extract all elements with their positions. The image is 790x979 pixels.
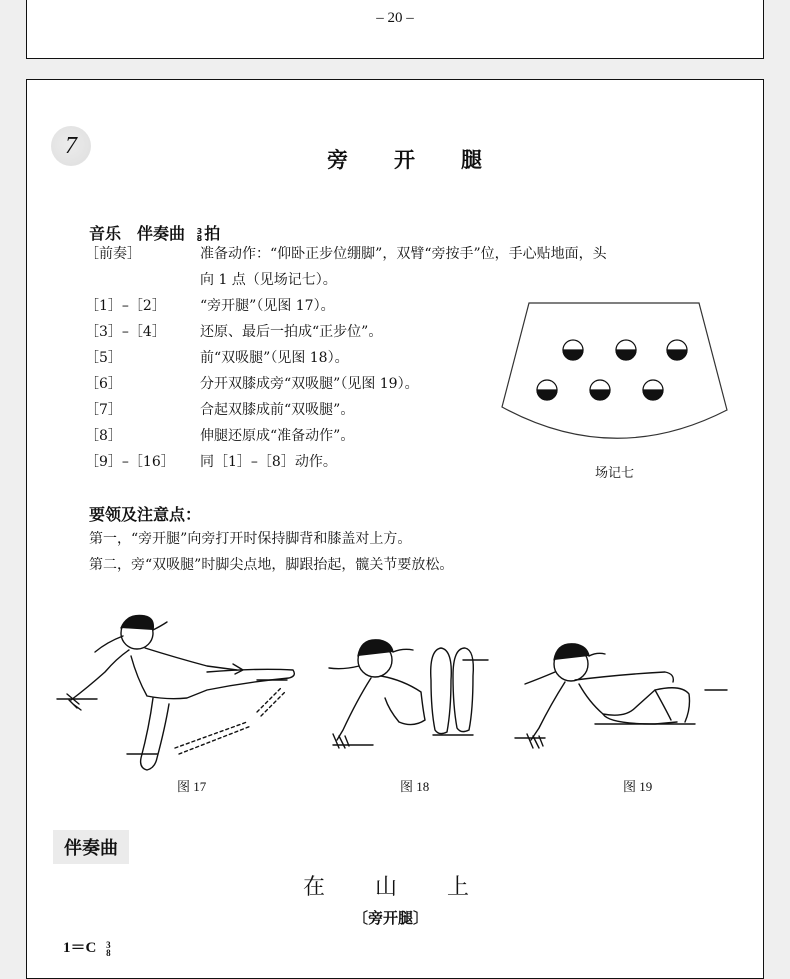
figure-19-illustration — [505, 628, 745, 768]
tip-item: 第一，“旁开腿”向旁打开时保持脚背和膝盖对上方。 — [89, 531, 412, 547]
step-desc: “旁开腿”（见图 17）。 — [200, 298, 335, 314]
step-count: ［1］–［2］ — [85, 298, 166, 314]
stage-diagram-caption: 场记七 — [595, 465, 635, 480]
page-number: – 20 – — [376, 10, 414, 26]
song-title-char: 山 — [375, 875, 398, 900]
dancer-markers — [537, 340, 687, 400]
music-label: 音乐 — [89, 224, 122, 243]
section-title — [327, 144, 528, 174]
main-page — [26, 79, 764, 979]
beat-label: 拍 — [204, 224, 221, 243]
step-desc: 合起双膝成前“双吸腿”。 — [200, 402, 355, 418]
step-desc: 分开双膝成旁“双吸腿”（见图 19）。 — [200, 376, 419, 392]
song-title-char: 在 — [303, 875, 326, 900]
figure-17-illustration — [57, 608, 317, 778]
step-count: ［5］ — [85, 350, 122, 366]
tip-item: 第二，旁“双吸腿”时脚尖点地，脚跟抬起，髋关节要放松。 — [89, 557, 454, 573]
section-number: 7 — [65, 132, 77, 159]
stage-diagram — [499, 300, 735, 450]
step-count: ［3］–［4］ — [85, 324, 166, 340]
step-desc: 同［1］–［8］动作。 — [200, 454, 337, 470]
step-count: ［6］ — [85, 376, 122, 392]
song-title — [303, 870, 519, 901]
section-title-char: 腿 — [461, 148, 482, 172]
time-signature: 3 8 — [106, 939, 111, 958]
music-heading — [89, 221, 220, 244]
section-title-char: 开 — [394, 148, 415, 172]
music-piece: 伴奏曲 — [137, 224, 186, 243]
accompaniment-tag: 伴奏曲 — [53, 830, 129, 864]
figure-19-caption: 图 19 — [623, 779, 653, 794]
song-title-char: 上 — [447, 875, 470, 900]
step-count: ［前奏］ — [85, 246, 141, 262]
step-count: ［8］ — [85, 428, 122, 444]
key-label: 1＝C — [63, 940, 97, 956]
step-count: ［9］–［16］ — [85, 454, 175, 470]
figure-18-illustration — [313, 620, 493, 770]
step-count: ［7］ — [85, 402, 122, 418]
section-title-char: 旁 — [327, 148, 348, 172]
step-desc: 准备动作：“仰卧正步位绷脚”，双臂“旁按手”位，手心贴地面，头 — [200, 246, 607, 262]
time-signature: 3 8 — [196, 226, 203, 243]
section-number-badge — [51, 126, 91, 166]
step-desc: 前“双吸腿”（见图 18）。 — [200, 350, 349, 366]
figure-17-caption: 图 17 — [177, 779, 207, 794]
song-subtitle: 〔旁开腿〕 — [353, 909, 429, 927]
previous-page-fragment — [26, 0, 764, 59]
step-desc: 还原、最后一拍成“正步位”。 — [200, 324, 383, 340]
figure-18-caption: 图 18 — [400, 779, 430, 794]
step-desc: 伸腿还原成“准备动作”。 — [200, 428, 355, 444]
tips-heading: 要领及注意点： — [89, 505, 202, 524]
step-desc: 向 1 点（见场记七）。 — [200, 272, 337, 288]
key-signature — [63, 936, 113, 957]
